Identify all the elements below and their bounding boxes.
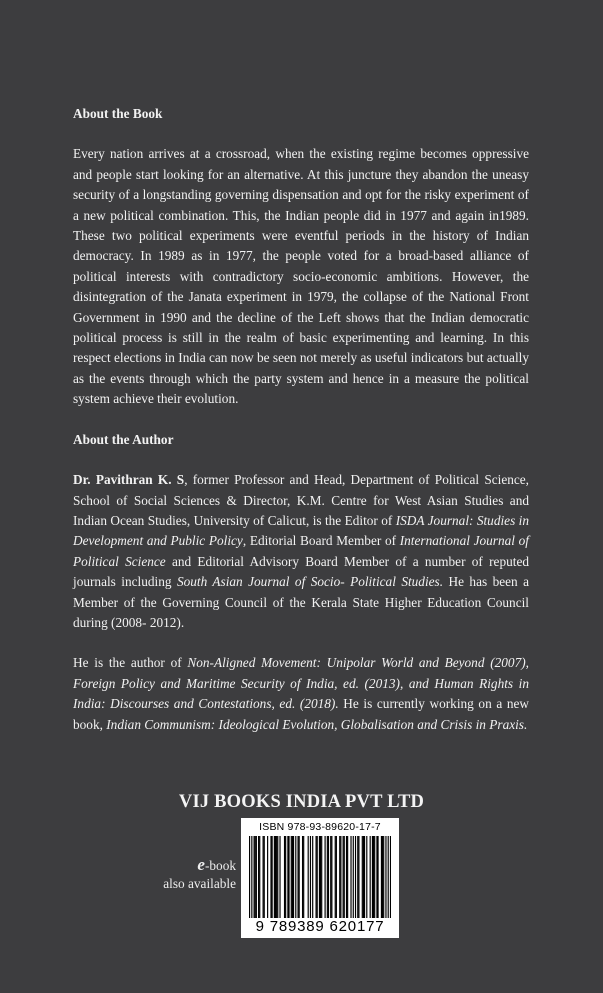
barcode-bar	[295, 836, 296, 918]
ebook-word: -book	[204, 858, 236, 873]
barcode-bar	[284, 836, 285, 918]
barcode-bar	[328, 836, 329, 918]
barcode-bar	[330, 836, 331, 918]
barcode-bar	[272, 836, 273, 918]
about-author-heading: About the Author	[73, 431, 174, 447]
barcode-bar	[383, 836, 384, 918]
barcode-bar	[263, 836, 264, 918]
journal-isda: ISDA Journal: Studies in Development and Public Policy	[73, 512, 529, 549]
barcode-bar	[362, 836, 363, 918]
author-name: Dr. Pavithran K. S	[73, 472, 185, 488]
barcode-bar	[293, 836, 294, 918]
barcode-bar	[299, 836, 300, 918]
barcode-bar	[376, 836, 377, 918]
about-book-heading: About the Book	[73, 106, 163, 121]
journal-south-asian: South Asian Journal of Socio- Political Studies.	[176, 574, 444, 590]
barcode-bar	[353, 836, 354, 918]
barcode-bar	[292, 836, 293, 918]
bio-text-3: and Editorial Advisory Board Member of a number of reputed journals including	[73, 553, 530, 590]
barcode-bar	[346, 836, 347, 918]
barcode-bar	[344, 836, 345, 918]
barcode-bar	[274, 836, 275, 918]
barcode-bar	[347, 836, 348, 918]
barcode-bars	[249, 836, 391, 918]
barcode-bar	[256, 836, 257, 918]
ebook-notice	[140, 856, 236, 893]
ebook-line-1	[140, 856, 236, 875]
barcode-bar	[358, 836, 359, 918]
barcode-bar	[390, 836, 391, 918]
barcode-bar	[255, 836, 256, 918]
barcode-bar	[251, 836, 252, 918]
barcode-bar	[317, 836, 318, 918]
barcode-bar	[319, 836, 320, 918]
isbn-label: ISBN 978-93-89620-17-7	[259, 821, 381, 833]
barcode-bar	[388, 836, 389, 918]
barcode-bar	[270, 836, 271, 918]
bio-text-4: He has been a Member of the Governing Council of the Kerala State Higher Education Council during (2008- 2012).	[73, 574, 530, 630]
barcode-bar	[325, 836, 326, 918]
barcode-bar	[312, 836, 313, 918]
barcode-bar	[302, 836, 303, 918]
bio-text-1: , former Professor and Head, Department of Political Science, School of Social Sciences & Director, K.M. Centre for West Asian Studies and Indian Ocean Studies, University of Calicut, is the Editor of	[73, 472, 529, 528]
barcode-bar	[335, 836, 336, 918]
barcode-bar	[254, 836, 255, 918]
barcode-bar	[320, 836, 321, 918]
barcode-bar	[377, 836, 378, 918]
barcode-bar	[308, 836, 309, 918]
barcode-bar	[382, 836, 383, 918]
barcode-bar	[381, 836, 382, 918]
barcode-bar	[287, 836, 288, 918]
barcode-bar	[350, 836, 351, 918]
barcode-bar	[374, 836, 375, 918]
barcode-bar	[373, 836, 374, 918]
barcode-bar	[291, 836, 292, 918]
barcode-bar	[297, 836, 298, 918]
author-bio-paragraph	[73, 470, 529, 633]
upcoming-book: Indian Communism: Ideological Evolution, Globalisation and Crisis in Praxis.	[106, 716, 528, 732]
bio-text-2: , Editorial Board Member of	[242, 533, 400, 549]
barcode-digits: 9 789389 620177	[255, 918, 385, 935]
works-list: Non-Aligned Movement: Unipolar World and Beyond (2007), Foreign Policy and Maritime Security of India, ed. (2013), and Human Rights in India: Discourses and Contestations, ed. (2018).	[73, 655, 529, 712]
barcode-bar	[277, 836, 278, 918]
barcode-bar	[259, 836, 260, 918]
works-text-2: He is currently working on a new book,	[73, 696, 529, 732]
text-content	[73, 104, 529, 755]
ebook-e: e	[197, 855, 205, 874]
barcode-bar	[331, 836, 332, 918]
barcode-bar	[264, 836, 265, 918]
barcode-bar	[303, 836, 304, 918]
barcode-bar	[285, 836, 286, 918]
barcode-bar	[288, 836, 289, 918]
barcode-bar	[355, 836, 356, 918]
barcode-bar	[372, 836, 373, 918]
barcode-bar	[275, 836, 276, 918]
publisher-name: VIJ BOOKS INDIA PVT LTD	[178, 792, 425, 812]
barcode-bar	[267, 836, 268, 918]
barcode-bar	[336, 836, 337, 918]
about-book-text: Every nation arrives at a crossroad, when the existing regime becomes oppressive and people start looking for an alternative. At this juncture they abandon the uneasy security of a longstanding governing dispensation and opt for the risky experiment of a new political combination. This, the Indian people did in 1977 and again in1989. These two political experiments were eventful periods in the history of Indian democracy. In 1989 as in 1977, the people voted for a broad-based alliance of political interests with contradictory socio-economic ambitions. However, the disintegration of the Janata experiment in 1979, the collapse of the National Front Government in 1990 and the decline of the Left shows that the Indian democratic political process is still in the realm of basic experimenting and learning. In this respect elections in India can now be seen not merely as useful indicators but actually as the events through which the party system and hence in a measure the political system achieve their evolution.	[73, 146, 529, 407]
barcode-bar	[343, 836, 344, 918]
barcode-bar	[315, 836, 316, 918]
barcode-bar	[258, 836, 259, 918]
barcode-bar	[321, 836, 322, 918]
barcode-bar	[366, 836, 367, 918]
barcode-bar	[279, 836, 280, 918]
barcode-bar	[370, 836, 371, 918]
barcode-bar	[310, 836, 311, 918]
barcode-bar	[357, 836, 358, 918]
barcode-bar	[327, 836, 328, 918]
works-text-1: He is the author of	[73, 655, 188, 671]
ebook-line-2: also available	[163, 876, 236, 891]
barcode	[241, 818, 399, 938]
barcode-bar	[339, 836, 340, 918]
journal-ijps: International Journal of Political Science	[73, 533, 529, 569]
barcode-bar	[249, 836, 250, 918]
barcode-bar	[385, 836, 386, 918]
barcode-bar	[364, 836, 365, 918]
barcode-bar	[276, 836, 277, 918]
barcode-bar	[363, 836, 364, 918]
author-works-paragraph	[73, 653, 529, 735]
barcode-bar	[340, 836, 341, 918]
